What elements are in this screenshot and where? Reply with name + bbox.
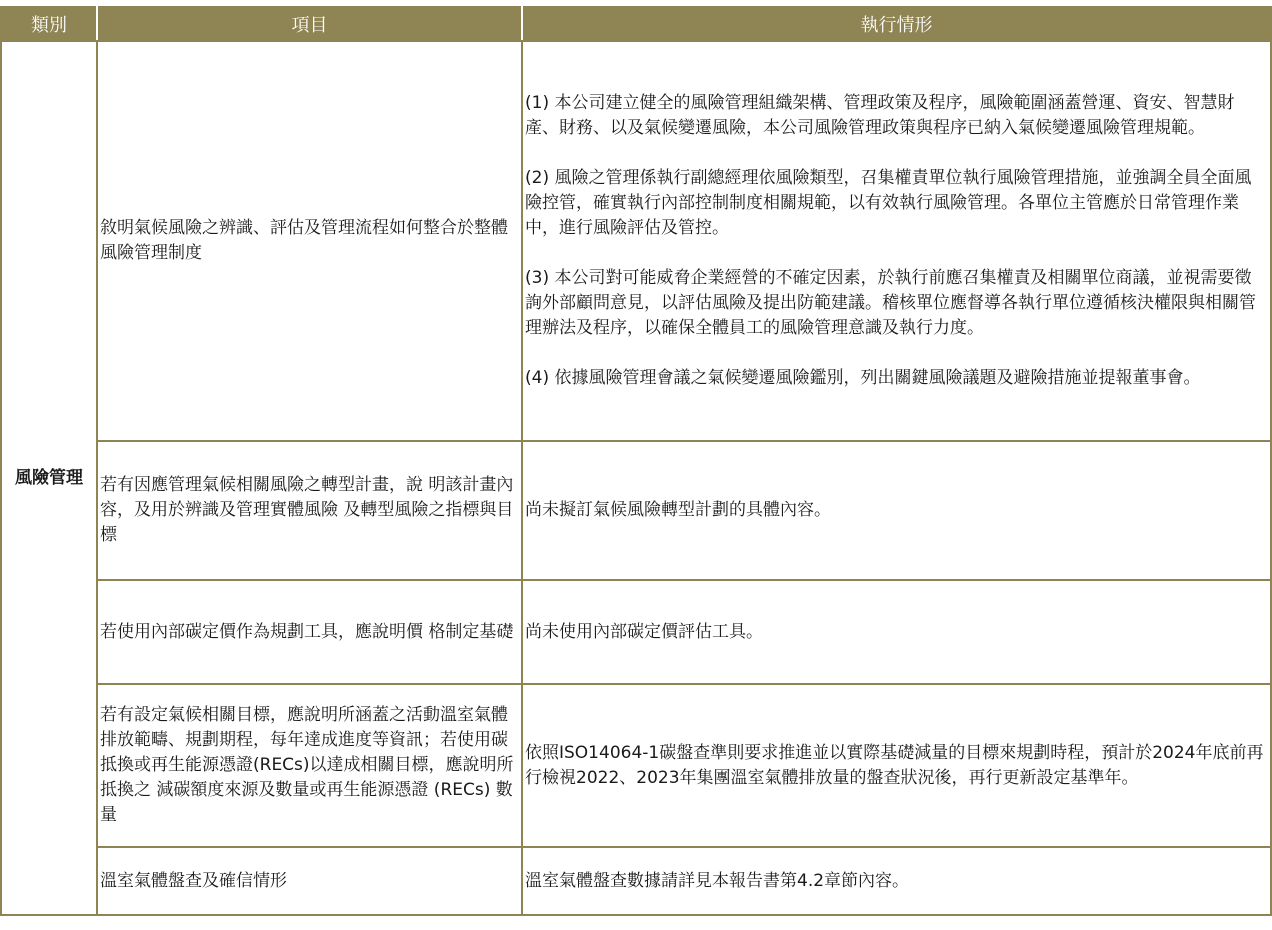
status-cell <box>522 41 1271 441</box>
status-paragraph: (4) 依據風險管理會議之氣候變遷風險鑑別，列出關鍵風險議題及避險措施並提報董事會。 <box>525 368 1201 388</box>
status-paragraph: (1) 本公司建立健全的風險管理組織架構、管理政策及程序，風險範圍涵蓋營運、資安、智慧財產、財務、以及氣候變遷風險，本公司風險管理政策與程序已納入氣候變遷風險管理規範。 <box>525 93 1235 138</box>
status-cell <box>522 441 1271 580</box>
status-cell <box>522 847 1271 915</box>
status-cell <box>522 580 1271 684</box>
status-paragraph: (3) 本公司對可能威脅企業經營的不確定因素，於執行前應召集權責及相關單位商議，並視需要徵詢外部顧問意見，以評估風險及提出防範建議。稽核單位應督導各執行單位遵循核決權限與相關管理辦法及程序，以確保全體員工的風險管理意識及執行力度。 <box>525 268 1256 338</box>
table-row <box>1 847 1271 915</box>
table-header <box>1 7 1271 41</box>
status-paragraph: 溫室氣體盤查數據請詳見本報告書第4.2章節內容。 <box>525 870 910 891</box>
status-cell <box>522 684 1271 847</box>
status-paragraph: 尚未擬訂氣候風險轉型計劃的具體內容。 <box>525 500 831 520</box>
item-cell: 溫室氣體盤查及確信情形 <box>97 847 522 915</box>
table-row <box>1 441 1271 580</box>
status-paragraph: 依照ISO14064-1碳盤查準則要求推進並以實際基礎減量的目標來規劃時程，預計於2024年底前再行檢視2022、2023年集團溫室氣體排放量的盤查狀況後，再行更新設定基準年。 <box>525 742 1264 788</box>
risk-management-table-wrapper <box>0 6 1270 916</box>
header-row <box>1 7 1271 41</box>
status-paragraph: (2) 風險之管理係執行副總經理依風險類型，召集權責單位執行風險管理措施，並強調全員全面風險控管，確實執行內部控制制度相關規範，以有效執行風險管理。各單位主管應於日常管理作業中，進行風險評估及管控。 <box>525 168 1252 238</box>
item-cell: 若有因應管理氣候相關風險之轉型計畫，說 明該計畫內容，及用於辨識及管理實體風險 及轉型風險之指標與目標 <box>97 441 522 580</box>
climate-risk-table <box>0 6 1272 916</box>
table-row <box>1 580 1271 684</box>
item-cell: 若有設定氣候相關目標，應說明所涵蓋之活動溫室氣體排放範疇、規劃期程，每年達成進度等資訊；若使用碳抵換或再生能源憑證(RECs)以達成相關目標，應說明所抵換之 減碳額度來源及數量或再生能源憑證 (RECs) 數量 <box>97 684 522 847</box>
header-status: 執行情形 <box>522 7 1271 41</box>
category-cell: 風險管理 <box>1 41 97 915</box>
table-body <box>1 41 1271 915</box>
header-category: 類別 <box>1 7 97 41</box>
item-cell: 若使用內部碳定價作為規劃工具，應說明價 格制定基礎 <box>97 580 522 684</box>
header-item: 項目 <box>97 7 522 41</box>
status-paragraph: 尚未使用內部碳定價評估工具。 <box>525 621 763 642</box>
table-row <box>1 41 1271 441</box>
table-row <box>1 684 1271 847</box>
item-cell: 敘明氣候風險之辨識、評估及管理流程如何整合於整體風險管理制度 <box>97 41 522 441</box>
